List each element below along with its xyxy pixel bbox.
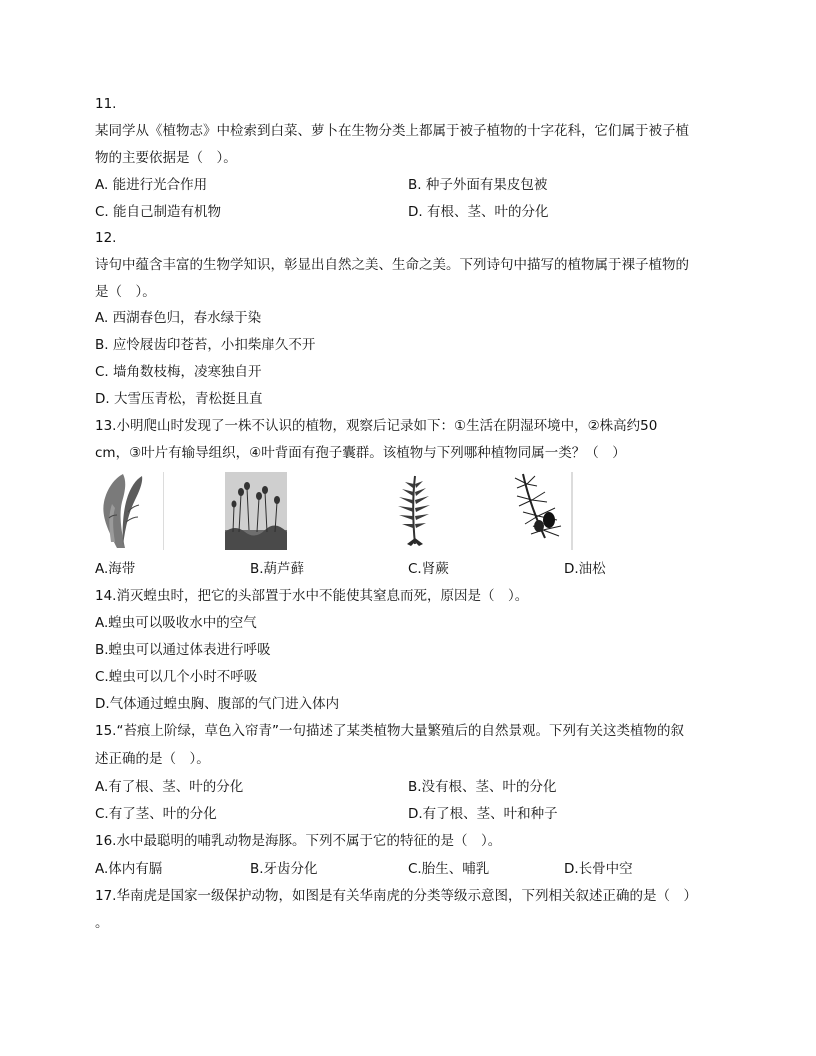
question-13-stem-line-2: cm，③叶片有输导组织，④叶背面有孢子囊群。该植物与下列哪种植物同属一类？（ ） xyxy=(95,445,626,461)
question-15-stem-line-1: 15.“苔痕上阶绿，草色入帘青”一句描述了某类植物大量繁殖后的自然景观。下列有关这类植物的叙 xyxy=(95,723,684,739)
question-12-option-a: A. 西湖春色归，春水绿于染 xyxy=(95,310,262,326)
question-11-stem-line-1: 某同学从《植物志》中检索到白菜、萝卜在生物分类上都属于被子植物的十字花科，它们属于被子植 xyxy=(95,123,689,139)
question-12-stem-line-2: 是（ ）。 xyxy=(95,284,156,300)
image-divider xyxy=(163,472,164,550)
question-14-option-b: B.蝗虫可以通过体表进行呼吸 xyxy=(95,642,271,658)
pine-photo xyxy=(505,472,573,550)
question-14-stem: 14.消灭蝗虫时，把它的头部置于水中不能使其窒息而死，原因是（ ）。 xyxy=(95,588,529,604)
question-16-stem: 16.水中最聪明的哺乳动物是海豚。下列不属于它的特征的是（ ）。 xyxy=(95,833,502,849)
question-11-stem-line-2: 物的主要依据是（ ）。 xyxy=(95,150,237,166)
question-11-number: 11. xyxy=(95,96,117,112)
question-17-stem-line-2: 。 xyxy=(95,915,109,931)
question-17-stem-line-1: 17.华南虎是国家一级保护动物，如图是有关华南虎的分类等级示意图，下列相关叙述正确的是（ ） xyxy=(95,888,697,904)
question-15-stem-line-2: 述正确的是（ ）。 xyxy=(95,751,210,767)
question-12-option-b: B. 应怜屐齿印苍苔，小扣柴扉久不开 xyxy=(95,337,316,353)
kelp-photo xyxy=(95,472,151,550)
question-16-option-b: B.牙齿分化 xyxy=(250,861,318,877)
question-13-option-a: A.海带 xyxy=(95,561,136,577)
question-11-option-c: C. 能自己制造有机物 xyxy=(95,204,222,220)
question-13-plant-images xyxy=(95,472,575,552)
question-13-option-c: C.肾蕨 xyxy=(408,561,449,577)
question-13-option-d: D.油松 xyxy=(564,561,606,577)
question-14-option-c: C.蝗虫可以几个小时不呼吸 xyxy=(95,669,258,685)
question-15-option-b: B.没有根、茎、叶的分化 xyxy=(408,779,557,795)
question-14-option-d: D.气体通过蝗虫胸、腹部的气门进入体内 xyxy=(95,696,340,712)
question-15-option-c: C.有了茎、叶的分化 xyxy=(95,806,217,822)
question-16-option-c: C.胎生、哺乳 xyxy=(408,861,490,877)
question-12-number: 12. xyxy=(95,230,117,246)
question-11-option-b: B. 种子外面有果皮包被 xyxy=(408,177,548,193)
question-16-option-d: D.长骨中空 xyxy=(564,861,633,877)
question-15-option-a: A.有了根、茎、叶的分化 xyxy=(95,779,244,795)
moss-photo xyxy=(225,472,287,550)
question-11-option-a: A. 能进行光合作用 xyxy=(95,177,208,193)
question-12-option-c: C. 墙角数枝梅，凌寒独自开 xyxy=(95,364,262,380)
question-13-option-b: B.葫芦藓 xyxy=(250,561,305,577)
question-16-option-a: A.体内有膈 xyxy=(95,861,163,877)
question-15-option-d: D.有了根、茎、叶和种子 xyxy=(408,806,558,822)
question-12-stem-line-1: 诗句中蕴含丰富的生物学知识，彰显出自然之美、生命之美。下列诗句中描写的植物属于裸子植物的 xyxy=(95,257,689,273)
question-12-option-d: D. 大雪压青松，青松挺且直 xyxy=(95,391,263,407)
question-13-stem-line-1: 13.小明爬山时发现了一株不认识的植物，观察后记录如下：①生活在阴湿环境中，②株高约50 xyxy=(95,418,658,434)
fern-photo xyxy=(385,472,441,550)
question-14-option-a: A.蝗虫可以吸收水中的空气 xyxy=(95,615,257,631)
question-11-option-d: D. 有根、茎、叶的分化 xyxy=(408,204,549,220)
